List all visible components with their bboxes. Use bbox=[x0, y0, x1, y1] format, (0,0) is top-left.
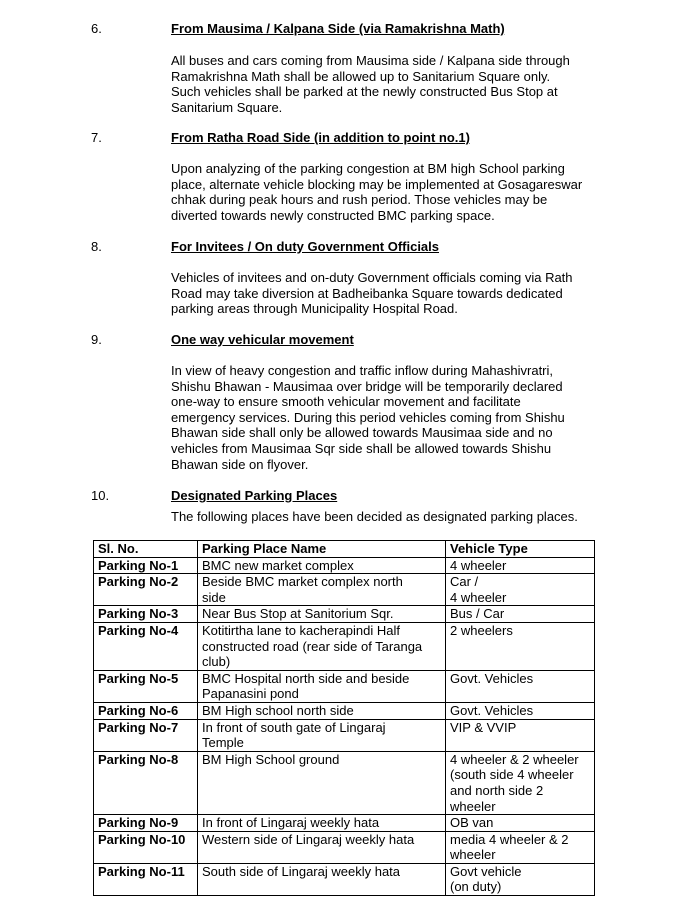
table-row bbox=[94, 622, 595, 670]
table-row bbox=[94, 574, 595, 606]
cell-sl-no: Parking No-3 bbox=[94, 606, 198, 623]
section-heading: From Mausima / Kalpana Side (via Ramakrishna Math) bbox=[171, 21, 505, 36]
paragraph-line: Shishu Bhawan - Mausimaa over bridge will be temporarily declared bbox=[171, 378, 563, 394]
paragraph-line: emergency services. During this period vehicles coming from Shishu bbox=[171, 409, 565, 425]
table-row bbox=[94, 815, 595, 832]
cell-vehicle-type bbox=[446, 622, 595, 670]
parking-table bbox=[93, 540, 595, 896]
cell-sl-no: Parking No-11 bbox=[94, 863, 198, 895]
section-paragraph bbox=[171, 270, 600, 317]
cell-line: (south side 4 wheeler bbox=[450, 767, 574, 783]
cell-sl-no: Parking No-5 bbox=[94, 670, 198, 702]
table-header-row bbox=[94, 541, 595, 558]
cell-vehicle-type bbox=[446, 751, 595, 814]
paragraph-line: parking areas through Municipality Hospital Road. bbox=[171, 301, 458, 317]
cell-sl-no: Parking No-10 bbox=[94, 831, 198, 863]
cell-line: wheeler bbox=[450, 798, 496, 814]
cell-line: constructed road (rear side of Taranga bbox=[202, 638, 423, 654]
section-paragraph bbox=[171, 363, 600, 472]
section-number: 7. bbox=[91, 130, 102, 145]
section-number: 10. bbox=[91, 488, 110, 503]
cell-line: (on duty) bbox=[450, 879, 502, 895]
paragraph-line: place, alternate vehicle blocking may be implemented at Gosagareswar bbox=[171, 176, 583, 192]
paragraph-line: In view of heavy congestion and traffic inflow during Mahashivratri, bbox=[171, 363, 554, 378]
cell-line: Papanasini pond bbox=[202, 686, 299, 702]
cell-line: BM High school north side bbox=[202, 702, 354, 718]
table-row bbox=[94, 606, 595, 623]
cell-vehicle-type bbox=[446, 574, 595, 606]
cell-sl-no: Parking No-2 bbox=[94, 574, 198, 606]
table-row bbox=[94, 702, 595, 719]
section-heading: From Ratha Road Side (in addition to point no.1) bbox=[171, 130, 470, 145]
cell-vehicle-type bbox=[446, 670, 595, 702]
paragraph-line: vehicles from Mausimaa Sqr side shall be allowed towards Shishu bbox=[171, 440, 552, 456]
cell-sl-no: Parking No-7 bbox=[94, 719, 198, 751]
section-paragraph bbox=[171, 161, 600, 223]
cell-line: Beside BMC market complex north bbox=[202, 574, 403, 590]
section-paragraph bbox=[171, 53, 600, 115]
paragraph-line: one-way to ensure smooth vehicular movement and facilitate bbox=[171, 394, 521, 410]
cell-parking-place bbox=[198, 751, 446, 814]
table-row bbox=[94, 670, 595, 702]
paragraph-line: All buses and cars coming from Mausima side / Kalpana side through bbox=[171, 53, 570, 68]
section-number: 6. bbox=[91, 21, 102, 36]
cell-line: Govt vehicle bbox=[450, 863, 522, 879]
header-parking-place: Parking Place Name bbox=[198, 541, 446, 558]
cell-line: In front of south gate of Lingaraj bbox=[202, 719, 386, 735]
cell-line: BMC Hospital north side and beside bbox=[202, 670, 410, 686]
cell-line: In front of Lingaraj weekly hata bbox=[202, 815, 380, 831]
cell-sl-no: Parking No-6 bbox=[94, 702, 198, 719]
cell-line: 2 wheelers bbox=[450, 622, 513, 638]
cell-parking-place bbox=[198, 815, 446, 832]
cell-parking-place bbox=[198, 574, 446, 606]
cell-vehicle-type bbox=[446, 719, 595, 751]
cell-line: South side of Lingaraj weekly hata bbox=[202, 863, 401, 879]
cell-line: Temple bbox=[202, 735, 244, 751]
cell-parking-place bbox=[198, 606, 446, 623]
cell-line: BMC new market complex bbox=[202, 557, 354, 573]
cell-line: OB van bbox=[450, 815, 494, 831]
section-heading: Designated Parking Places bbox=[171, 488, 338, 503]
table-row bbox=[94, 751, 595, 814]
cell-line: 4 wheeler bbox=[450, 589, 507, 605]
header-sl-no: Sl. No. bbox=[94, 541, 198, 558]
cell-line: Kotitirtha lane to kacherapindi Half bbox=[202, 622, 401, 638]
table-row bbox=[94, 719, 595, 751]
paragraph-line: Ramakrishna Math shall be allowed up to Sanitarium Square only. bbox=[171, 68, 551, 84]
cell-line: media 4 wheeler & 2 bbox=[450, 831, 569, 847]
table-row bbox=[94, 557, 595, 574]
cell-parking-place bbox=[198, 670, 446, 702]
paragraph-line: Bhawan side on flyover. bbox=[171, 456, 309, 472]
cell-sl-no: Parking No-8 bbox=[94, 751, 198, 814]
paragraph-line: Vehicles of invitees and on-duty Government officials coming via Rath bbox=[171, 270, 573, 285]
cell-line: club) bbox=[202, 654, 231, 670]
cell-sl-no: Parking No-1 bbox=[94, 557, 198, 574]
paragraph-line: diverted towards newly constructed BMC parking space. bbox=[171, 207, 495, 223]
paragraph-line: Sanitarium Square. bbox=[171, 99, 283, 115]
cell-parking-place bbox=[198, 557, 446, 574]
cell-line: VIP & VVIP bbox=[450, 719, 517, 735]
cell-parking-place bbox=[198, 622, 446, 670]
cell-vehicle-type bbox=[446, 702, 595, 719]
cell-vehicle-type bbox=[446, 863, 595, 895]
cell-parking-place bbox=[198, 702, 446, 719]
cell-line: 4 wheeler bbox=[450, 557, 507, 573]
cell-line: Govt. Vehicles bbox=[450, 670, 534, 686]
cell-line: Western side of Lingaraj weekly hata bbox=[202, 831, 415, 847]
cell-parking-place bbox=[198, 719, 446, 751]
paragraph-line: Upon analyzing of the parking congestion at BM high School parking bbox=[171, 161, 565, 176]
table-row bbox=[94, 831, 595, 863]
table-row bbox=[94, 863, 595, 895]
cell-vehicle-type bbox=[446, 557, 595, 574]
cell-line: wheeler bbox=[450, 847, 496, 863]
cell-vehicle-type bbox=[446, 831, 595, 863]
cell-vehicle-type bbox=[446, 606, 595, 623]
cell-parking-place bbox=[198, 831, 446, 863]
cell-line: Car / bbox=[450, 574, 479, 590]
cell-line: Govt. Vehicles bbox=[450, 702, 534, 718]
cell-line: BM High School ground bbox=[202, 751, 340, 767]
paragraph-line: Such vehicles shall be parked at the newly constructed Bus Stop at bbox=[171, 84, 558, 100]
cell-line: Near Bus Stop at Sanitorium Sqr. bbox=[202, 606, 394, 622]
cell-parking-place bbox=[198, 863, 446, 895]
cell-line: 4 wheeler & 2 wheeler bbox=[450, 751, 579, 767]
paragraph-line: Bhawan side shall only be allowed towards Mausimaa side and no bbox=[171, 425, 553, 441]
section-heading: For Invitees / On duty Government Officials bbox=[171, 239, 439, 254]
section-number: 8. bbox=[91, 239, 102, 254]
header-vehicle-type: Vehicle Type bbox=[446, 541, 595, 558]
cell-line: and north side 2 bbox=[450, 782, 544, 798]
table-body bbox=[94, 557, 595, 895]
section-number: 9. bbox=[91, 332, 102, 347]
cell-line: Bus / Car bbox=[450, 606, 505, 622]
section-intro: The following places have been decided as designated parking places. bbox=[171, 509, 578, 524]
cell-vehicle-type bbox=[446, 815, 595, 832]
cell-sl-no: Parking No-4 bbox=[94, 622, 198, 670]
paragraph-line: chhak during peak hours and rush period. Those vehicles may be bbox=[171, 192, 548, 208]
section-heading: One way vehicular movement bbox=[171, 332, 354, 347]
paragraph-line: Road may take diversion at Badheibanka Square towards dedicated bbox=[171, 285, 563, 301]
cell-sl-no: Parking No-9 bbox=[94, 815, 198, 832]
cell-line: side bbox=[202, 589, 226, 605]
